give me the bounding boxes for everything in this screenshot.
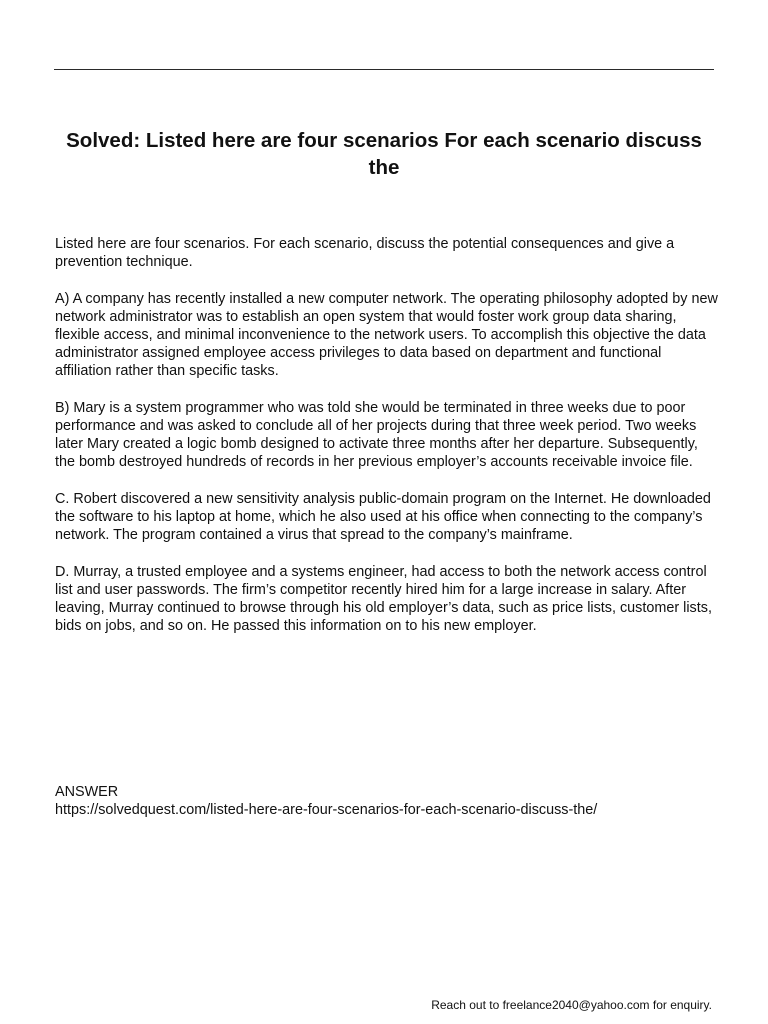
footer-contact: Reach out to freelance2040@yahoo.com for enquiry. [431,998,712,1012]
scenario-a-paragraph: A) A company has recently installed a new computer network. The operating philosophy adopted by new network administrator was to establish an open system that would foster work group data sharing, flexible access, and minimal inconvenience to the network users. To accomplish this objective the data administrator assigned employee access privileges to data based on department and functional affiliation rather than specific tasks. [55,290,718,380]
answer-link[interactable]: https://solvedquest.com/listed-here-are-four-scenarios-for-each-scenario-discuss-the/ [55,802,598,819]
answer-label: ANSWER [55,784,119,800]
answer-section [55,783,720,819]
top-divider [54,69,714,70]
scenario-c-paragraph: C. Robert discovered a new sensitivity analysis public-domain program on the Internet. He downloaded the software to his laptop at home, which he also used at his office when connecting to the company’s network. The program contained a virus that spread to the company’s mainframe. [55,490,711,544]
scenario-b-paragraph: B) Mary is a system programmer who was told she would be terminated in three weeks due to poor performance and was asked to conclude all of her projects during that three week period. Two weeks later Mary created a logic bomb designed to activate three months after her departure. Subsequently, the bomb destroyed hundreds of records in her previous employer’s accounts receivable invoice file. [55,399,698,471]
intro-paragraph: Listed here are four scenarios. For each scenario, discuss the potential consequences and give a prevention technique. [55,236,675,271]
page-title: Solved: Listed here are four scenarios For each scenario discuss the [66,129,702,179]
scenario-d-paragraph: D. Murray, a trusted employee and a systems engineer, had access to both the network access control list and user passwords. The firm’s competitor recently hired him for a large increase in salary. After leaving, Murray continued to browse through his old employer’s data, such as price lists, customer lists, bids on jobs, and so on. He passed this information on to his new employer. [55,563,712,635]
document-body [55,235,720,654]
